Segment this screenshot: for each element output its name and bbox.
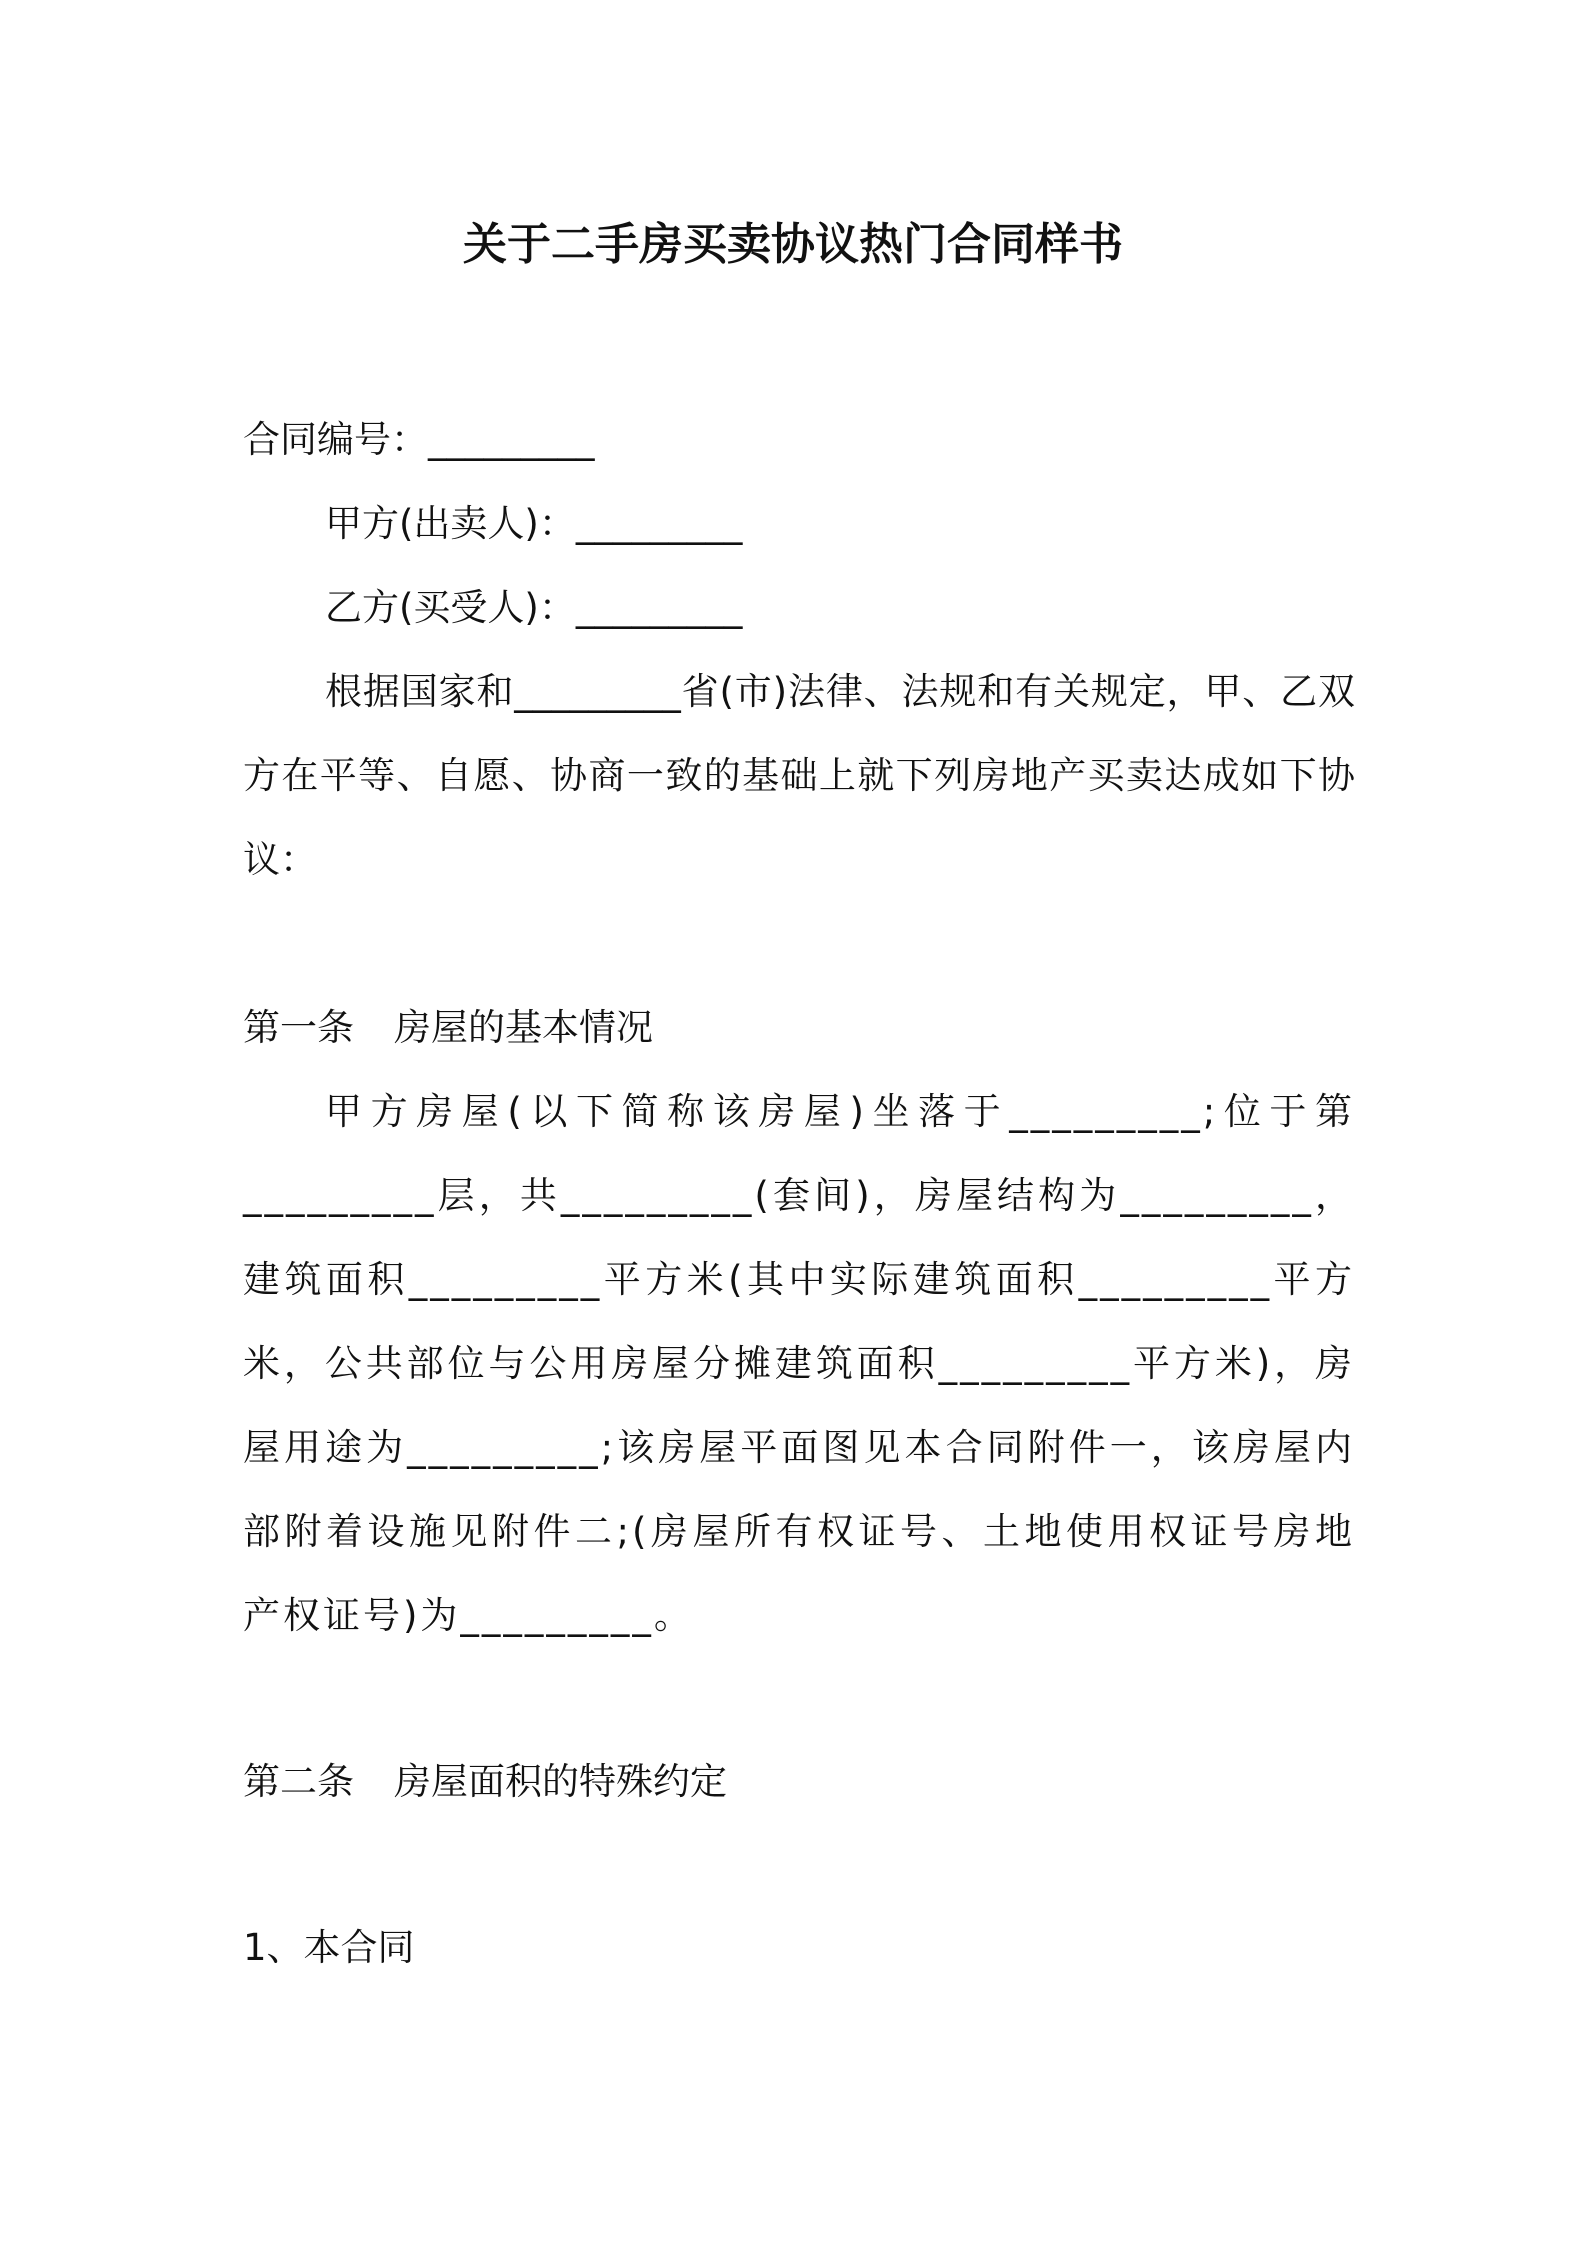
article-2-number: 第二条 (243, 1760, 354, 1803)
article-1-heading (243, 1000, 653, 1056)
article-2-title: 房屋面积的特殊约定 (394, 1760, 727, 1803)
contract-number-line: 合同编号：_________ (243, 418, 595, 461)
article-2-heading (243, 1754, 727, 1810)
article-1-body: 甲方房屋(以下简称该房屋)坐落于_________;位于第_________层，共_________(套间)，房屋结构为_________，建筑面积_________平方米(其中实际建筑面积_________平方米，公共部位与公用房屋分摊建筑面积_________平方米)，房屋用途为_________;该房屋平面图见本合同附件一，该房屋内部附着设施见附件二;(房屋所有权证号、土地使用权证号房地产权证号)为_________。 (243, 1090, 1355, 1637)
item-1-line: 1、本合同 (243, 1926, 415, 1969)
preamble-paragraph: 根据国家和_________省(市)法律、法规和有关规定，甲、乙双方在平等、自愿、协商一致的基础上就下列房地产买卖达成如下协议： (243, 670, 1355, 881)
document-title: 关于二手房买卖协议热门合同样书 (463, 219, 1123, 270)
party-a-line: 甲方(出卖人)：_________ (325, 502, 743, 545)
party-b-line: 乙方(买受人)：_________ (325, 586, 743, 629)
article-1-number: 第一条 (243, 1006, 354, 1049)
article-1-title: 房屋的基本情况 (394, 1006, 653, 1049)
